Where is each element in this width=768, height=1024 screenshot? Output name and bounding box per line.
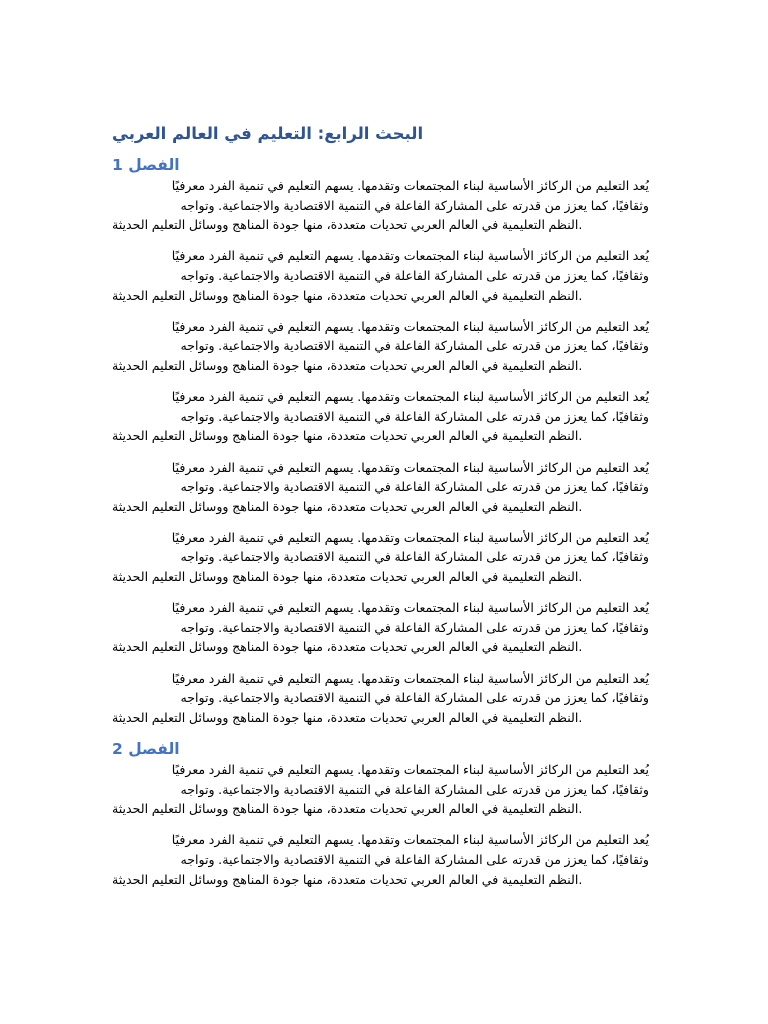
body-paragraph (112, 598, 649, 657)
paragraph-line: .النظم التعليمية في العالم العربي تحديات متعددة، منها جودة المناهج ووسائل التعليم الحديثة (112, 801, 583, 817)
paragraph-line: وثقافيًا، كما يعزز من قدرته على المشاركة الفاعلة في التنمية الاقتصادية والاجتماعية. وتواجه (180, 549, 649, 565)
paragraph-line: وثقافيًا، كما يعزز من قدرته على المشاركة الفاعلة في التنمية الاقتصادية والاجتماعية. وتواجه (180, 408, 649, 424)
body-paragraph (112, 528, 649, 587)
paragraph-line: يُعد التعليم من الركائز الأساسية لبناء المجتمعات وتقدمها. يسهم التعليم في تنمية الفرد معرفيًا (171, 318, 649, 334)
paragraph-line: وثقافيًا، كما يعزز من قدرته على المشاركة الفاعلة في التنمية الاقتصادية والاجتماعية. وتواجه (180, 338, 649, 354)
paragraph-line: وثقافيًا، كما يعزز من قدرته على المشاركة الفاعلة في التنمية الاقتصادية والاجتماعية. وتواجه (180, 619, 649, 635)
paragraph-line: يُعد التعليم من الركائز الأساسية لبناء المجتمعات وتقدمها. يسهم التعليم في تنمية الفرد معرفيًا (171, 389, 649, 405)
paragraph-line: .النظم التعليمية في العالم العربي تحديات متعددة، منها جودة المناهج ووسائل التعليم الحديثة (112, 498, 583, 514)
paragraph-line: يُعد التعليم من الركائز الأساسية لبناء المجتمعات وتقدمها. يسهم التعليم في تنمية الفرد معرفيًا (171, 529, 649, 545)
paragraph-line: يُعد التعليم من الركائز الأساسية لبناء المجتمعات وتقدمها. يسهم التعليم في تنمية الفرد معرفيًا (171, 459, 649, 475)
paragraph-line: .النظم التعليمية في العالم العربي تحديات متعددة، منها جودة المناهج ووسائل التعليم الحديثة (112, 357, 583, 373)
body-paragraph (112, 176, 649, 235)
paragraph-line: .النظم التعليمية في العالم العربي تحديات متعددة، منها جودة المناهج ووسائل التعليم الحديثة (112, 569, 583, 585)
document-title: البحث الرابع: التعليم في العالم العربي (112, 124, 424, 143)
paragraph-line: وثقافيًا، كما يعزز من قدرته على المشاركة الفاعلة في التنمية الاقتصادية والاجتماعية. وتواجه (180, 479, 649, 495)
paragraph-line: يُعد التعليم من الركائز الأساسية لبناء المجتمعات وتقدمها. يسهم التعليم في تنمية الفرد معرفيًا (171, 832, 649, 848)
paragraph-line: .النظم التعليمية في العالم العربي تحديات متعددة، منها جودة المناهج ووسائل التعليم الحديثة (112, 287, 583, 303)
section-2 (112, 738, 649, 889)
section-heading: الفصل 2 (112, 740, 180, 758)
paragraph-line: وثقافيًا، كما يعزز من قدرته على المشاركة الفاعلة في التنمية الاقتصادية والاجتماعية. وتواجه (180, 851, 649, 867)
paragraph-line: وثقافيًا، كما يعزز من قدرته على المشاركة الفاعلة في التنمية الاقتصادية والاجتماعية. وتواجه (180, 197, 649, 213)
paragraph-line: يُعد التعليم من الركائز الأساسية لبناء المجتمعات وتقدمها. يسهم التعليم في تنمية الفرد معرفيًا (171, 600, 649, 616)
body-paragraph (112, 458, 649, 517)
paragraph-line: .النظم التعليمية في العالم العربي تحديات متعددة، منها جودة المناهج ووسائل التعليم الحديثة (112, 709, 583, 725)
body-paragraph (112, 669, 649, 728)
section-heading: الفصل 1 (112, 156, 180, 174)
paragraph-line: وثقافيًا، كما يعزز من قدرته على المشاركة الفاعلة في التنمية الاقتصادية والاجتماعية. وتواجه (180, 690, 649, 706)
body-paragraph (112, 387, 649, 446)
paragraph-line: وثقافيًا، كما يعزز من قدرته على المشاركة الفاعلة في التنمية الاقتصادية والاجتماعية. وتواجه (180, 267, 649, 283)
paragraph-line: يُعد التعليم من الركائز الأساسية لبناء المجتمعات وتقدمها. يسهم التعليم في تنمية الفرد معرفيًا (171, 248, 649, 264)
body-paragraph (112, 317, 649, 376)
paragraph-line: .النظم التعليمية في العالم العربي تحديات متعددة، منها جودة المناهج ووسائل التعليم الحديثة (112, 871, 583, 887)
body-paragraph (112, 830, 649, 889)
paragraph-line: يُعد التعليم من الركائز الأساسية لبناء المجتمعات وتقدمها. يسهم التعليم في تنمية الفرد معرفيًا (171, 762, 649, 777)
paragraph-line: .النظم التعليمية في العالم العربي تحديات متعددة، منها جودة المناهج ووسائل التعليم الحديثة (112, 217, 583, 233)
body-paragraph (112, 246, 649, 305)
document-page (112, 120, 649, 901)
paragraph-line: .النظم التعليمية في العالم العربي تحديات متعددة، منها جودة المناهج ووسائل التعليم الحديثة (112, 639, 583, 655)
body-paragraph (112, 760, 649, 819)
paragraph-line: يُعد التعليم من الركائز الأساسية لبناء المجتمعات وتقدمها. يسهم التعليم في تنمية الفرد معرفيًا (171, 670, 649, 686)
paragraph-line: وثقافيًا، كما يعزز من قدرته على المشاركة الفاعلة في التنمية الاقتصادية والاجتماعية. وتواجه (180, 781, 649, 797)
section-1 (112, 154, 649, 727)
paragraph-line: .النظم التعليمية في العالم العربي تحديات متعددة، منها جودة المناهج ووسائل التعليم الحديثة (112, 428, 583, 444)
paragraph-line: يُعد التعليم من الركائز الأساسية لبناء المجتمعات وتقدمها. يسهم التعليم في تنمية الفرد معرفيًا (171, 178, 649, 193)
